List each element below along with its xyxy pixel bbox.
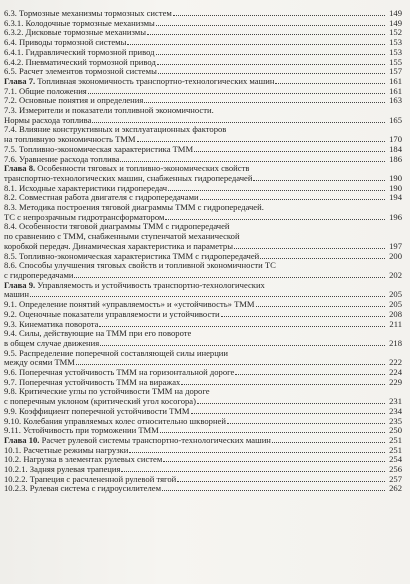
toc-entry-title [4, 465, 120, 475]
toc-entry-title [4, 48, 155, 58]
page-number: 155 [389, 56, 402, 67]
toc-entry-text: 9.10. Колебания управляемых колес относительно шкворней [4, 416, 226, 426]
dot-leader [76, 364, 385, 365]
chapter-label: Глава 9. [4, 280, 36, 290]
toc-entry-title [4, 320, 98, 330]
page-number: 163 [389, 95, 402, 106]
toc-entry-text: 7.5. Топливно-экономическая характеристика ТММ [4, 144, 194, 154]
page-number: 190 [389, 182, 402, 193]
page-number: 251 [389, 444, 402, 455]
page-number: 153 [389, 46, 402, 57]
toc-entry-text: между осями ТММ [4, 358, 75, 368]
dot-leader [127, 44, 385, 45]
toc-entry [4, 387, 402, 397]
page-number: 231 [389, 396, 402, 407]
page-number: 170 [389, 134, 402, 145]
toc-entry-text: 6.3.2. Дисковые тормозные механизмы [4, 28, 146, 38]
toc-entry-text: 7.4. Влияние конструктивных и эксплуатационных факторов [4, 125, 227, 135]
toc-entry-text: 9.5. Распределение поперечной составляющей силы инерции [4, 348, 228, 358]
toc-entry [4, 19, 402, 29]
toc-entry-title [4, 242, 233, 252]
dot-leader [129, 452, 385, 453]
toc-entry-text: 8.2. Совместная работа двигателя с гидропередачами [4, 193, 199, 203]
toc-entry-title [4, 407, 190, 417]
toc-entry-text: машин [4, 290, 30, 300]
toc-entry-title [4, 417, 226, 427]
toc-entry-text: 7.6. Уравнение расхода топлива [4, 154, 120, 164]
dot-leader [234, 248, 385, 249]
dot-leader [165, 219, 385, 220]
chapter-label: Глава 8. [4, 164, 36, 174]
toc-entry-title [4, 28, 146, 38]
dot-leader [156, 25, 385, 26]
page-number: 196 [389, 211, 402, 222]
toc-entry-text: 6.4. Приводы тормозной системы [4, 38, 127, 48]
toc-entry-text: 6.3. Тормозные механизмы тормозных систем [4, 9, 172, 18]
toc-entry-text: ТС с непрозрачным гидротрансформатором [4, 212, 165, 222]
dot-leader [227, 423, 385, 424]
toc-entry-title [4, 9, 172, 19]
toc-entry-text: 7.1. Общие положения [4, 86, 87, 96]
page-number: 194 [389, 192, 402, 203]
page-number: 152 [389, 27, 402, 38]
toc-entry [4, 378, 402, 388]
toc-entry [4, 145, 402, 155]
toc-entry [4, 339, 402, 349]
toc-entry-text: транспортно-технологических машин, снабженных гидропередачей [4, 173, 253, 183]
toc-entry [4, 58, 402, 68]
page-number: 222 [389, 357, 402, 368]
toc-entry-title [4, 310, 220, 320]
toc-entry-title [4, 436, 271, 446]
toc-entry [4, 242, 402, 252]
toc-entry [4, 106, 402, 116]
toc-entry-title [4, 174, 252, 184]
toc-entry-text: 8.4. Особенности тяговой диаграммы ТММ с гидропередачей [4, 222, 230, 232]
toc-entry-text: 9.1. Определение понятий «управляемость» и «устойчивость» ТММ [4, 300, 255, 310]
toc-entry [4, 135, 402, 145]
dot-leader [253, 180, 385, 181]
toc-entry [4, 465, 402, 475]
page-number: 229 [389, 376, 402, 387]
toc-entry-title [4, 232, 240, 242]
toc-entry-title [4, 96, 143, 106]
toc-entry [4, 203, 402, 213]
toc-entry-title [4, 38, 126, 48]
toc-entry-title [4, 222, 230, 232]
toc-entry [4, 125, 402, 135]
page-number: 202 [389, 269, 402, 280]
toc-entry-text: 9.9. Коэффициент поперечной устойчивости ТММ [4, 406, 190, 416]
toc-entry [4, 48, 402, 58]
page-number: 224 [389, 367, 402, 378]
toc-entry [4, 368, 402, 378]
toc-entry [4, 475, 402, 485]
toc-entry-title [4, 203, 264, 213]
chapter-label: Глава 10. [4, 435, 40, 445]
page-number: 256 [389, 464, 402, 475]
dot-leader [162, 490, 385, 491]
toc-entry-text: 9.4. Силы, действующие на ТММ при его повороте [4, 329, 192, 339]
toc-entry-title [4, 184, 167, 194]
toc-entry [4, 252, 402, 262]
dot-leader [275, 83, 385, 84]
toc-entry-title [4, 455, 162, 465]
toc-entry-text: 7.2. Основные понятия и определения [4, 96, 144, 106]
page-number: 235 [389, 415, 402, 426]
dot-leader [235, 374, 385, 375]
toc-entry [4, 184, 402, 194]
toc-entry [4, 397, 402, 407]
toc-entry [4, 281, 402, 291]
dot-leader [168, 190, 385, 191]
page-number: 149 [389, 17, 402, 28]
toc-entry-text: 9.2. Оценочные показатели управляемости и устойчивости [4, 309, 220, 319]
toc-entry-title [4, 135, 136, 145]
page-number: 157 [389, 66, 402, 77]
toc-entry [4, 290, 402, 300]
toc-entry [4, 455, 402, 465]
toc-entry-text: 9.3. Кинематика поворота [4, 319, 99, 329]
toc-entry-text: 6.4.2. Пневматический тормозной привод [4, 57, 156, 67]
toc-entry-title [4, 213, 164, 223]
dot-leader [156, 54, 385, 55]
toc-entry-text: по сравнению с ТММ, снабженными ступенчатой механической [4, 232, 240, 242]
dot-leader [121, 471, 385, 472]
toc-entry [4, 426, 402, 436]
dot-leader [88, 93, 385, 94]
dot-leader [272, 442, 385, 443]
toc-entry-title [4, 193, 199, 203]
toc-entry-text: с поперечным уклоном (критический угол косогора) [4, 397, 196, 407]
dot-leader [120, 161, 385, 162]
dot-leader [200, 199, 385, 200]
toc-entry-text: 9.8. Критические углы по устойчивости ТММ на дороге [4, 387, 210, 397]
toc-entry-title [4, 300, 255, 310]
toc-entry-title [4, 378, 180, 388]
page-number: 251 [389, 434, 402, 445]
toc-entry-text: 10.2.2. Трапеция с расчлененной рулевой тягой [4, 474, 177, 484]
toc-entry [4, 9, 402, 19]
toc-entry-title [4, 116, 91, 126]
toc-entry [4, 329, 402, 339]
toc-entry-title [4, 281, 265, 291]
toc-entry-text: 9.11. Устойчивость при торможении ТММ [4, 426, 159, 436]
toc-entry [4, 87, 402, 97]
toc-entry-text: 10.2.3. Рулевая система с гидроусилителем [4, 484, 162, 494]
toc-entry [4, 96, 402, 106]
toc-entry [4, 358, 402, 368]
toc-entry [4, 484, 402, 494]
toc-entry-text: в общем случае движения [4, 338, 100, 348]
toc-entry-text: 9.7. Поперечная устойчивость ТММ на виражах [4, 377, 181, 387]
toc-entry-title [4, 261, 276, 271]
toc-entry [4, 222, 402, 232]
dot-leader [181, 384, 385, 385]
toc-entry-title [4, 349, 228, 359]
toc-entry-title [4, 339, 99, 349]
toc-entry-text: 8.6. Способы улучшения тяговых свойств и топливной экономичности ТС [4, 261, 276, 271]
toc-entry-text: 8.1. Исходные характеристики гидропередач [4, 183, 168, 193]
toc-entry-text: 7.3. Измерители и показатели топливной экономичности. [4, 106, 214, 116]
toc-entry [4, 193, 402, 203]
toc-entry-title [4, 19, 155, 29]
page-number: 234 [389, 405, 402, 416]
dot-leader [260, 258, 385, 259]
toc-entry-text: Расчет рулевой системы транспортно-технологических машин [39, 435, 271, 445]
toc-entry-title [4, 397, 196, 407]
page-number: 161 [389, 75, 402, 86]
toc-entry [4, 28, 402, 38]
page-number: 262 [389, 483, 402, 494]
toc-entry [4, 349, 402, 359]
toc-entry-text: 8.5. Топливно-экономическая характеристика ТММ с гидропередачей [4, 251, 260, 261]
dot-leader [99, 326, 385, 327]
page-number: 211 [389, 318, 402, 329]
dot-leader [163, 461, 385, 462]
toc-entry-title [4, 387, 210, 397]
toc-entry [4, 310, 402, 320]
toc-entry [4, 271, 402, 281]
page-number: 165 [389, 114, 402, 125]
toc-entry-text: 6.3.1. Колодочные тормозные механизмы [4, 18, 155, 28]
toc-entry [4, 67, 402, 77]
toc-entry-text: 6.5. Расчет элементов тормозной системы [4, 67, 157, 77]
toc-entry-text: на топливную экономичность ТММ [4, 135, 136, 145]
toc-entry-text: 10.2. Нагрузка в элементах рулевых систем [4, 455, 163, 465]
toc-entry-text: Топливная экономичность транспортно-технологических машин [35, 76, 275, 86]
page-number: 257 [389, 473, 402, 484]
toc-entry [4, 232, 402, 242]
page-number: 190 [389, 172, 402, 183]
dot-leader [137, 141, 386, 142]
dot-leader [160, 432, 385, 433]
dot-leader [158, 73, 385, 74]
dot-leader [100, 345, 385, 346]
toc-entry [4, 407, 402, 417]
toc-entry-text: Нормы расхода топлива [4, 115, 92, 125]
page-number: 161 [389, 85, 402, 96]
page-number: 250 [389, 425, 402, 436]
toc-entry [4, 300, 402, 310]
dot-leader [256, 306, 385, 307]
page-number: 208 [389, 308, 402, 319]
toc-entry-title [4, 446, 128, 456]
toc-entry [4, 38, 402, 48]
dot-leader [197, 403, 385, 404]
toc-entry-title [4, 290, 29, 300]
dot-leader [144, 102, 385, 103]
toc-entry [4, 261, 402, 271]
toc-entry-title [4, 475, 176, 485]
toc-entry-title [4, 77, 274, 87]
toc-entry [4, 320, 402, 330]
page-number: 205 [389, 299, 402, 310]
dot-leader [173, 15, 385, 16]
toc-entry-text: 10.2.1. Задняя рулевая трапеция [4, 465, 121, 475]
toc-entry-title [4, 145, 193, 155]
toc-entry-text: 10.1. Расчетные режимы нагрузки [4, 445, 129, 455]
toc-entry-title [4, 155, 119, 165]
dot-leader [147, 34, 385, 35]
toc-entry-title [4, 358, 75, 368]
table-of-contents [4, 9, 402, 494]
toc-entry-text: Особенности тяговых и топливно-экономических свойств [35, 164, 250, 174]
toc-entry-text: 6.4.1. Гидравлический тормозной привод [4, 47, 155, 57]
toc-entry-title [4, 58, 156, 68]
toc-entry [4, 446, 402, 456]
page-number: 200 [389, 250, 402, 261]
toc-entry [4, 116, 402, 126]
toc-entry-title [4, 87, 87, 97]
toc-entry-title [4, 329, 191, 339]
toc-entry-text: коробкой передач. Динамическая характеристика и параметры [4, 241, 233, 251]
toc-entry [4, 164, 402, 174]
toc-entry [4, 155, 402, 165]
toc-entry [4, 417, 402, 427]
dot-leader [74, 277, 385, 278]
page-number: 218 [389, 337, 402, 348]
page-number: 184 [389, 143, 402, 154]
toc-entry-title [4, 67, 157, 77]
toc-entry-title [4, 484, 161, 494]
toc-entry-text: 8.3. Методика построения тяговой диаграммы ТММ с гидропередачей. [4, 203, 264, 213]
toc-entry [4, 213, 402, 223]
toc-entry-title [4, 368, 234, 378]
page-number: 149 [389, 8, 402, 18]
toc-entry [4, 174, 402, 184]
dot-leader [221, 316, 385, 317]
toc-entry-text: с гидропередачами [4, 270, 74, 280]
toc-entry-text: Управляемость и устойчивость транспортно-технологических [35, 280, 265, 290]
dot-leader [92, 122, 385, 123]
toc-entry-title [4, 164, 249, 174]
toc-entry [4, 436, 402, 446]
page-number: 205 [389, 289, 402, 300]
dot-leader [177, 481, 385, 482]
page-number: 186 [389, 153, 402, 164]
page-number: 153 [389, 37, 402, 48]
page-number: 197 [389, 240, 402, 251]
chapter-label: Глава 7. [4, 76, 36, 86]
dot-leader [191, 413, 385, 414]
toc-entry-title [4, 125, 226, 135]
toc-entry-text: 9.6. Поперечная устойчивость ТММ на горизонтальной дороге [4, 368, 235, 378]
toc-entry [4, 77, 402, 87]
toc-entry-title [4, 426, 159, 436]
toc-entry-title [4, 271, 73, 281]
toc-entry-title [4, 252, 259, 262]
dot-leader [30, 296, 385, 297]
toc-entry-title [4, 106, 214, 116]
dot-leader [157, 64, 385, 65]
dot-leader [194, 151, 385, 152]
page-number: 254 [389, 454, 402, 465]
